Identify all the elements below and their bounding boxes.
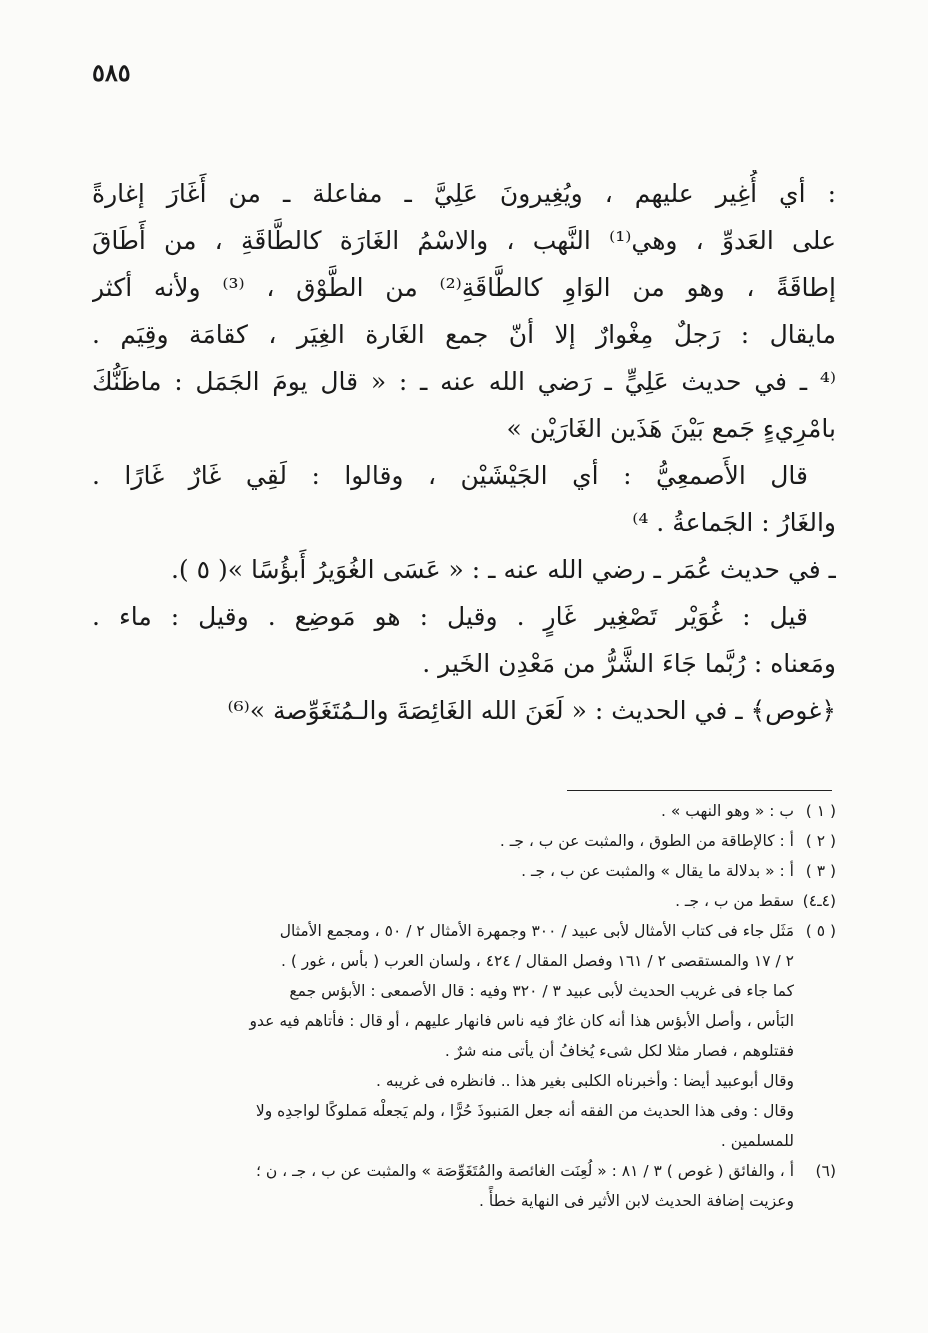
text-line: : أي أُغِير عليهم ، ويُغِيرونَ عَلِيَّ ـ مفاعلة ـ من أَغَارَ إغارةً: [92, 179, 836, 208]
text-line: قال الأَصمعِيُّ : أي الجَيْشَيْن ، وقالوا : لَقِي غَارٌ غَارًا .: [92, 461, 808, 490]
footnote-5-line: ٢ / ١٧ والمستقصى ٢ / ١٦١ وفصل المقال / ٤٢٤ ، ولسان العرب ( بأس ، غور ) .: [280, 952, 794, 970]
footnote-text: أ ، والفائق ( غوص ) ٣ / ٨١ : « لُعِنَت الغائصة والمُتَغَوِّصَة » والمثبت عن ب ، جـ ، ن ؛: [256, 1162, 794, 1180]
footnote-5-line: وقال : وفى هذا الحديث من الفقه أنه جعل المَنبوذَ حُرًّا ، ولم يَجعلْه مَملوكًا لواجدِه ولا: [255, 1102, 794, 1120]
footnote-text: أ : كالإطاقة من الطوق ، والمثبت عن ب ، جـ .: [499, 832, 794, 850]
footnote-6: [92, 1156, 836, 1186]
text-line: مايقال : رَجلٌ مِغْوارٌ إلا أنّ جمع الغَارة الغِيَر ، كقامَة وقِيَم .: [92, 320, 836, 349]
footnote-number: ( ٥ ): [805, 922, 836, 940]
text-line: ⁽⁴ ـ في حديث عَلِيٍّ ـ رَضي الله عنه ـ : « قال يومَ الجَمَل : ماظَنُّكَ: [92, 367, 836, 396]
footnote-text: أ : « بدلالة ما يقال » والمثبت عن ب ، جـ .: [521, 862, 794, 880]
page-number: ٥٨٥: [92, 58, 131, 87]
footnote-5-line: للمسلمين .: [720, 1132, 794, 1150]
footnote-5-line: وقال أبوعبيد أيضا : وأخبرناه الكلبى بغير هذا .. فانظره فى غريبه .: [376, 1072, 794, 1090]
footnote-number: (٦): [815, 1162, 836, 1180]
main-text: [92, 170, 836, 734]
footnote-5-line: فقتلوهم ، فصار مثلا لكل شىء يُخافُ أن يأتى منه شرٌ .: [444, 1042, 794, 1060]
footnote-4: [92, 886, 836, 916]
footnote-5-line: كما جاء فى غريب الحديث لأبى عبيد ٣ / ٣٢٠ وفيه : قال الأصمعى : الأبؤس جمع: [289, 982, 794, 1000]
footnote-text: ب : « وهو النهب » .: [660, 802, 794, 820]
footnote-5-line: البَأس ، وأصل الأبؤس هذا أنه كان غارٌ فيه ناس فانهار عليهم ، أو قال : فأتاهم فيه عدو: [249, 1012, 794, 1030]
footnote-1: [92, 796, 836, 826]
footnote-number: ( ١ ): [805, 802, 836, 820]
text-line: بامْرِيءٍ جَمع بَيْنَ هَذَين الغَارَيْن »: [506, 414, 836, 443]
footnote-5: [92, 916, 836, 946]
footnote-text: مَثَل جاء فى كتاب الأمثال لأبى عبيد / ٣٠٠ وجمهرة الأمثال ٢ / ٥٠ ، ومجمع الأمثال: [279, 922, 794, 940]
footnote-2: [92, 826, 836, 856]
text-line: ومَعناه : رُبَّما جَاءَ الشَّرُّ من مَعْدِن الخَير .: [422, 649, 836, 678]
footnote-divider: [567, 790, 832, 791]
text-line: ـ في حديث عُمَر ـ رضي الله عنه ـ : « عَسَى الغُوَيرُ أَبؤُسًا »( ٥ ).: [170, 555, 836, 584]
text-line: قيل : غُوَيْر تَصْغِير غَارٍ . وقيل : هو مَوضِع . وقيل : ماء .: [92, 602, 808, 631]
text-line: إطاقَةً ، وهو من الوَاوِ كالطَّاقَةِ⁽²⁾ من الطَّوْق ، ⁽³⁾ ولأنه أكثر: [92, 273, 836, 302]
entry-heading-line: ﴿غوص﴾ ـ في الحديث : « لَعَنَ الله الغَائِصَةَ والـمُتَغَوِّصة »⁽⁶⁾: [227, 696, 836, 725]
footnotes: [92, 796, 836, 1216]
footnote-6-line: وعزيت إضافة الحديث لابن الأثير فى النهاية خطأً .: [479, 1192, 794, 1210]
text-line: على العَدوِّ ، وهي⁽¹⁾ النَّهب ، والاسْمُ الغَارَة كالطَّاقَةِ ، من أَطَاقَ: [92, 226, 836, 255]
footnote-3: [92, 856, 836, 886]
footnote-text: سقط من ب ، جـ .: [675, 892, 794, 910]
text-line: والغَارُ : الجَماعةُ . ⁴⁾: [632, 508, 836, 537]
footnote-number: ( ٢ ): [805, 832, 836, 850]
footnote-number: ( ٣ ): [805, 862, 836, 880]
footnote-number: (٤ـ٤): [802, 892, 836, 910]
